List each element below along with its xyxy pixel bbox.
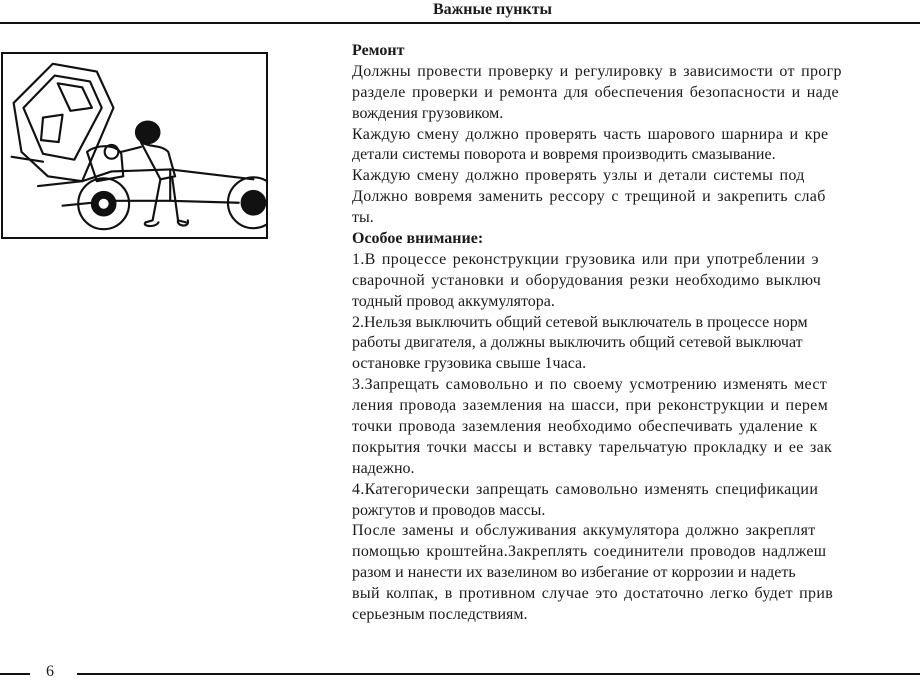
text-line: Каждую смену должно проверять узлы и детали системы под — [352, 167, 805, 185]
text-line: разом и нанести их вазелином во избегание от коррозии и надеть — [352, 564, 796, 582]
header-rule — [0, 22, 920, 24]
text-line: 3.Запрещать самовольно и по своему усмотрению изменять мест — [352, 376, 828, 394]
text-line: Должно вовремя заменить рессору с трещиной и закрепить слаб — [352, 188, 826, 206]
section-heading: Особое внимание: — [352, 230, 484, 248]
text-line: Каждую смену должно проверять часть шарового шарнира и кре — [352, 125, 829, 143]
text-line: надежно. — [352, 459, 415, 477]
text-line: помощью кроштейна.Закреплять соединители проводов надлжеш — [352, 543, 827, 561]
section-heading: Ремонт — [352, 42, 405, 59]
text-line: 2.Нельзя выключить общий сетевой выключатель в процессе норм — [352, 313, 808, 331]
footer-rule-right — [77, 673, 920, 675]
text-line: разделе проверки и ремонта для обеспечения безопасности и наде — [352, 83, 839, 101]
text-line: работы двигателя, а должны выключить общий сетевой выключат — [352, 334, 803, 352]
text-line: Должны провести проверку и регулировку в зависимости от прогр — [352, 62, 842, 80]
text-line: тодный провод аккумулятора. — [352, 292, 555, 310]
text-line: остановке грузовика свыше 1часа. — [352, 355, 587, 373]
text-line: 1.В процессе реконструкции грузовика или при употреблении э — [352, 250, 819, 268]
truck-maintenance-illustration — [1, 52, 268, 239]
text-line: точки провода заземления необходимо обеспечивать удаление к — [352, 418, 818, 436]
text-line: ления провода заземления на шасси, при реконструкции и перем — [352, 397, 829, 415]
footer-rule-left — [0, 673, 30, 675]
body-text — [352, 41, 920, 626]
text-line: вождения грузовиком. — [352, 104, 504, 122]
text-line: детали системы поворота и вовремя производить смазывание. — [352, 146, 776, 164]
text-line: ты. — [352, 209, 374, 227]
text-line: покрытия точки массы и вставку тарельчатую прокладку и ее зак — [352, 438, 833, 456]
truck-cab-tilted-mechanic-icon — [3, 54, 266, 237]
page-number: 6 — [46, 663, 54, 680]
text-line: сварочной установки и оборудования резки необходимо выключ — [352, 271, 822, 289]
text-line: вый колпак, в противном случае это достаточно легко будет прив — [352, 585, 834, 603]
text-line: 4.Категорически запрещать самовольно изменять спецификации — [352, 480, 819, 498]
text-line: серьезным последствиям. — [352, 606, 528, 624]
text-line: рожгутов и проводов массы. — [352, 501, 546, 519]
text-line: После замены и обслуживания аккумулятора должно закреплят — [352, 522, 816, 540]
page-header-title: Важные пункты — [432, 1, 553, 18]
